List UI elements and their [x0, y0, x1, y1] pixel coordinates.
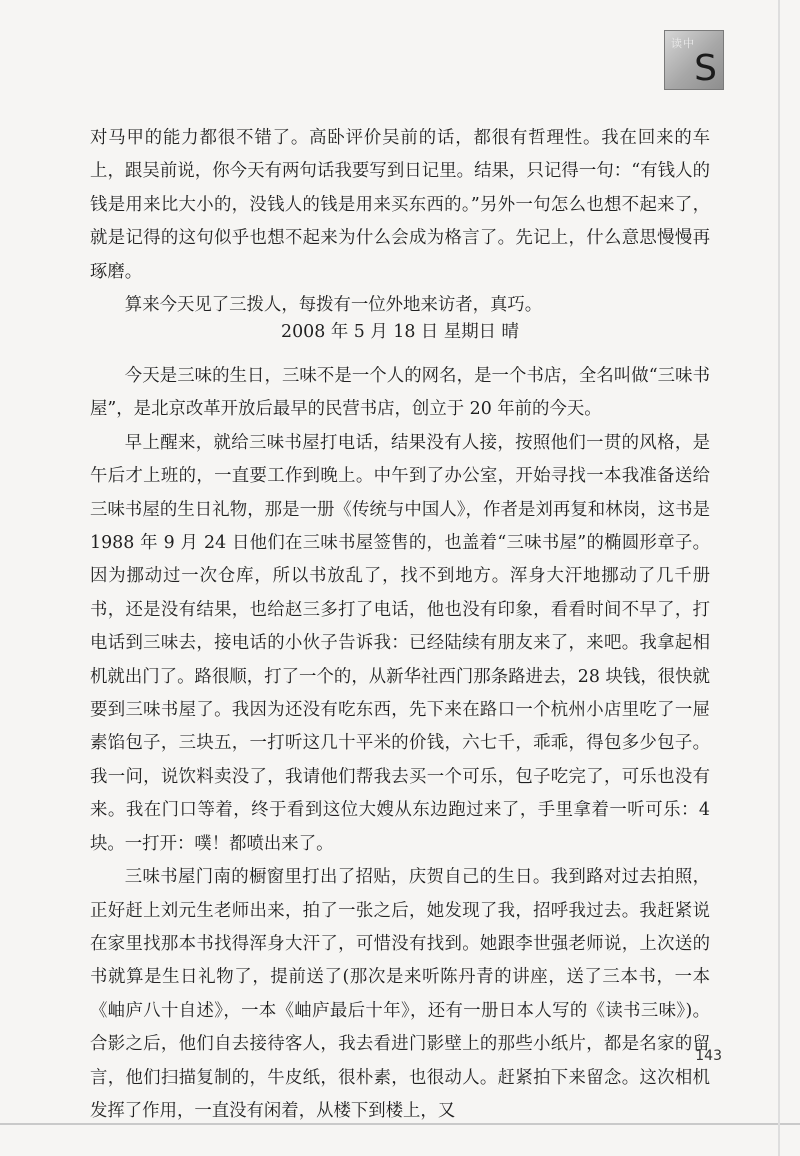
- body-text-before: [90, 122, 710, 322]
- paragraph: 今天是三味的生日，三味不是一个人的网名，是一个书店，全名叫做“三味书屋”，是北京改革开放后最早的民营书店，创立于 20 年前的今天。: [90, 366, 710, 420]
- body-text-after: [90, 360, 710, 1128]
- diary-date-heading: 2008 年 5 月 18 日 星期日 晴: [281, 322, 519, 342]
- page-number: 143: [695, 1048, 722, 1064]
- page-edge-shadow: [778, 0, 780, 1156]
- badge-letter: S: [694, 48, 717, 89]
- badge-top-text: 读中: [671, 37, 695, 50]
- page-edge-divider: [0, 1123, 800, 1125]
- chapter-badge: [664, 30, 724, 90]
- paragraph: 算来今天见了三拨人，每拨有一位外地来访者，真巧。: [124, 295, 543, 316]
- paragraph: 三味书屋门南的橱窗里打出了招贴，庆贺自己的生日。我到路对过去拍照，正好赶上刘元生老师出来，拍了一张之后，她发现了我，招呼我过去。我赶紧说在家里找那本书找得浑身大汗了，可惜没有找到。她跟李世强老师说，上次送的书就算是生日礼物了，提前送了(那次是来听陈丹青的讲座，送了三本书，一本《岫庐八十自述》，一本《岫庐最后十年》，还有一册日本人写的《读书三味》)。合影之后，他们自去接待客人，我去看进门影壁上的那些小纸片，都是名家的留言，他们扫描复制的，牛皮纸，很朴素，也很动人。赶紧拍下来留念。这次相机发挥了作用，一直没有闲着，从楼下到楼上，又: [90, 867, 710, 1121]
- paragraph: 对马甲的能力都很不错了。高卧评价吴前的话，都很有哲理性。我在回来的车上，跟吴前说，你今天有两句话我要写到日记里。结果，只记得一句：“有钱人的钱是用来比大小的，没钱人的钱是用来买东西的。”另外一句怎么也想不起来了，就是记得的这句似乎也想不起来为什么会成为格言了。先记上，什么意思慢慢再琢磨。: [90, 128, 710, 282]
- paragraph: 早上醒来，就给三味书屋打电话，结果没有人接，按照他们一贯的风格，是午后才上班的，一直要工作到晚上。中午到了办公室，开始寻找一本我准备送给三味书屋的生日礼物，那是一册《传统与中国人》，作者是刘再复和林岗，这书是 1988 年 9 月 24 日他们在三味书屋签售的，也盖着“三味书屋”的椭圆形章子。因为挪动过一次仓库，所以书放乱了，找不到地方。浑身大汗地挪动了几千册书，还是没有结果，也给赵三多打了电话，他也没有印象，看看时间不早了，打电话到三味去，接电话的小伙子告诉我：已经陆续有朋友来了，来吧。我拿起相机就出门了。路很顺，打了一个的，从新华社西门那条路进去，28 块钱，很快就要到三味书屋了。我因为还没有吃东西，先下来在路口一个杭州小店里吃了一屉素馅包子，三块五，一打听这几十平米的价钱，六七千，乖乖，得包多少包子。我一问，说饮料卖没了，我请他们帮我去买一个可乐，包子吃完了，可乐也没有来。我在门口等着，终于看到这位大嫂从东边跑过来了，手里拿着一听可乐：4 块。一打开：噗！都喷出来了。: [90, 432, 710, 854]
